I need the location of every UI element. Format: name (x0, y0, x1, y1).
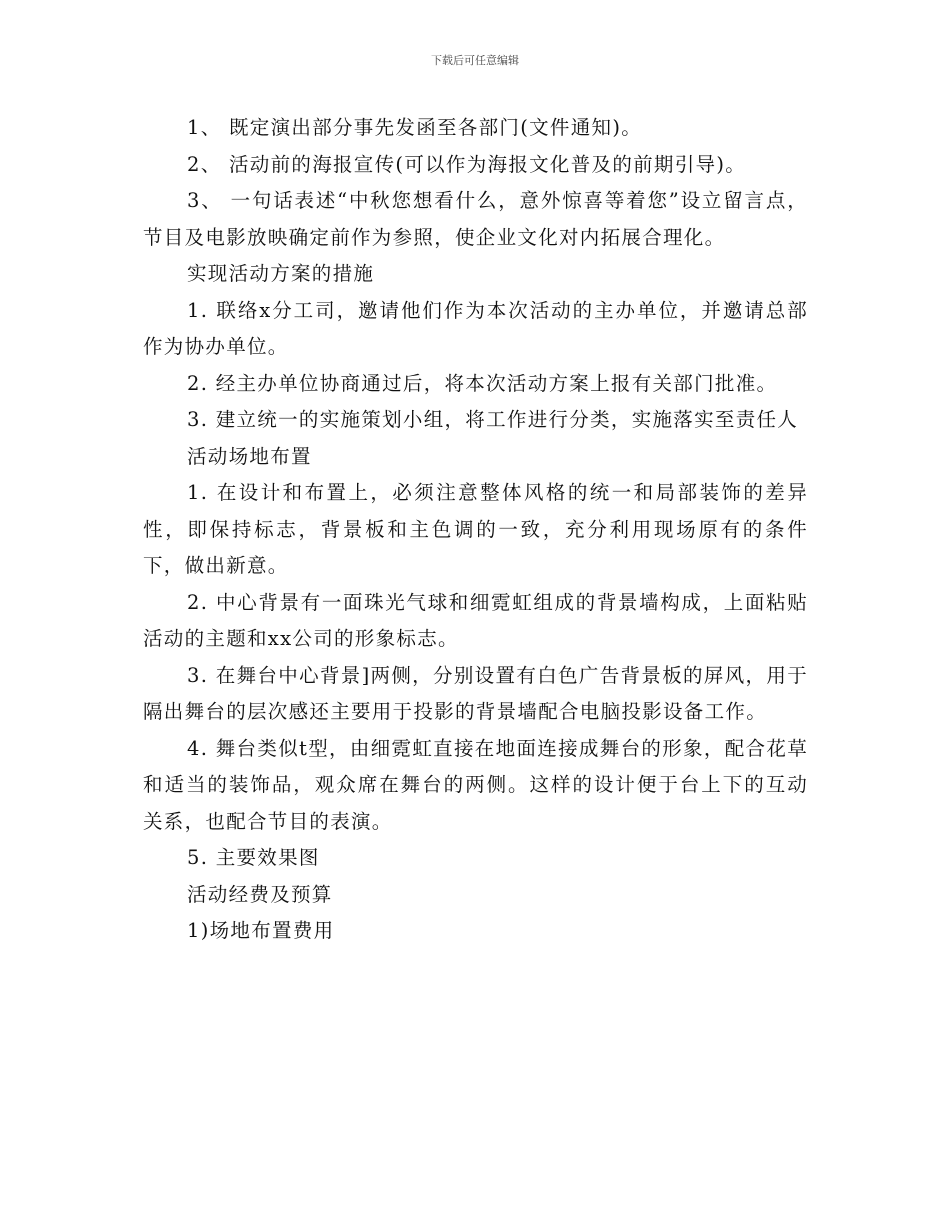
paragraph: 1. 联络x分工司，邀请他们作为本次活动的主办单位，并邀请总部作为协办单位。 (143, 298, 808, 358)
paragraph: 2. 中心背景有一面珠光气球和细霓虹组成的背景墙构成，上面粘贴活动的主题和xx公司的形象标志。 (143, 590, 808, 650)
paragraph: 1)场地布置费用 (187, 919, 335, 942)
paragraph: 5. 主要效果图 (187, 846, 320, 869)
document-body (143, 110, 808, 950)
paragraph: 3. 在舞台中心背景]两侧，分别设置有白色广告背景板的屏风，用于隔出舞台的层次感还主要用于投影的背景墙配合电脑投影设备工作。 (143, 663, 808, 723)
paragraph: 2. 经主办单位协商通过后，将本次活动方案上报有关部门批准。 (187, 371, 778, 395)
paragraph: 1. 在设计和布置上，必须注意整体风格的统一和局部装饰的差异性，即保持标志，背景板和主色调的一致，充分利用现场原有的条件下，做出新意。 (143, 481, 808, 577)
paragraph: 4. 舞台类似t型，由细霓虹直接在地面连接成舞台的形象，配合花草和适当的装饰品，观众席在舞台的两侧。这样的设计便于台上下的互动关系，也配合节目的表演。 (143, 736, 808, 833)
paragraph: 2、 活动前的海报宣传(可以作为海报文化普及的前期引导)。 (187, 152, 747, 176)
section-heading: 活动经费及预算 (187, 882, 333, 906)
paragraph: 3、 一句话表述“中秋您想看什么，意外惊喜等着您”设立留言点，节目及电影放映确定前作为参照，使企业文化对内拓展合理化。 (143, 189, 808, 249)
section-heading: 活动场地布置 (187, 444, 312, 468)
section-heading: 实现活动方案的措施 (187, 262, 375, 285)
paragraph: 1、 既定演出部分事先发函至各部门(文件通知)。 (187, 116, 643, 139)
paragraph: 3. 建立统一的实施策划小组，将工作进行分类，实施落实至责任人 (187, 408, 799, 431)
page-header: 下载后可任意编辑 (431, 54, 519, 67)
